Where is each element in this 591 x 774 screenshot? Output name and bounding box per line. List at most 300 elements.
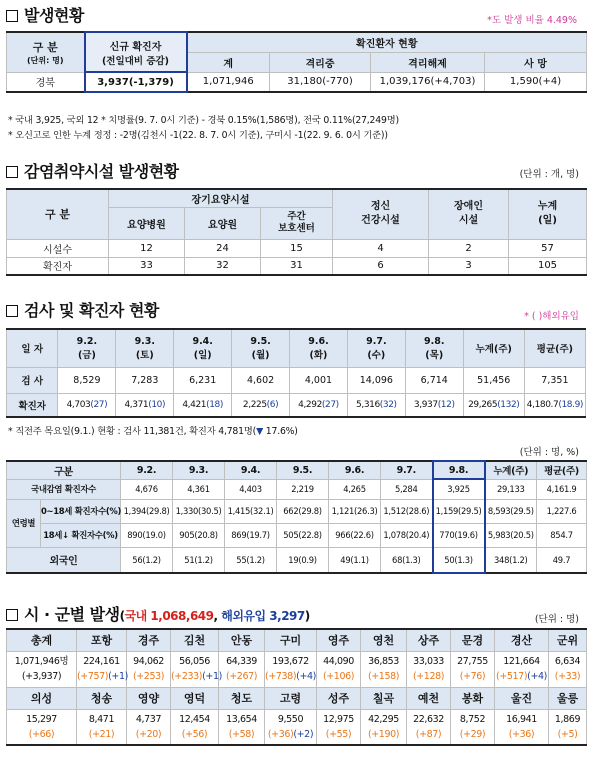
age-table-cell: 966(22.6): [329, 523, 381, 547]
city-value-cell: [265, 709, 317, 745]
city-delta: [495, 669, 548, 684]
city-value-cell: [127, 709, 171, 745]
city-delta-domestic: (+158): [367, 671, 400, 682]
city-total: 224,161: [83, 656, 120, 667]
city-name-cell: 칠곡: [361, 687, 407, 709]
outbreak-table: [6, 31, 587, 93]
city-delta-domestic: (+66): [28, 728, 55, 740]
city-delta-domestic: (+20): [135, 728, 162, 740]
section-title-text: 검사 및 확진자 현황: [24, 301, 159, 320]
city-name-cell: 총계: [7, 629, 77, 651]
overseas-value: (10): [148, 399, 166, 410]
date-label: 9.4.: [192, 335, 213, 347]
row-label-age-18-under: 18세↓ 확진자수(%): [41, 523, 121, 547]
age-table-cell: 50(1.3): [433, 547, 485, 573]
age-table-cell: 3,925: [433, 479, 485, 499]
section-title-text: 감염취약시설 발생현황: [24, 162, 179, 181]
city-value-cell: [77, 651, 127, 687]
city-total: 27,755: [457, 656, 488, 667]
city-value-cell: [495, 651, 549, 687]
city-delta-overseas: (+1): [108, 671, 128, 682]
age-table-cell: 19(0.9): [277, 547, 329, 573]
weekday-label: (금): [77, 349, 96, 361]
city-delta-domestic: (+3,937): [21, 671, 62, 682]
test-count-cell: 6,231: [174, 367, 232, 393]
triangle-down-icon: ▼: [256, 426, 264, 437]
city-total: 15,297: [26, 713, 57, 725]
city-delta-overseas: (+4): [527, 671, 547, 682]
weekday-label: (수): [367, 349, 386, 361]
city-delta: [407, 669, 450, 684]
overseas-value: (27): [321, 399, 339, 410]
confirmed-value: 4,180.7: [526, 399, 559, 410]
row-label-facilities: 시설수: [7, 239, 109, 257]
previous-week-note: * 직전주 목요일(9.1.) 현황 : 검사 11,381건, 확진자 4,781명(▼ 17.6%): [8, 426, 298, 437]
city-value-cell: [265, 651, 317, 687]
city-total: 56,056: [179, 656, 210, 667]
age-table-cell: 68(1.3): [381, 547, 433, 573]
overseas-value: (6): [266, 399, 279, 410]
city-total: 9,550: [277, 713, 304, 725]
section-title-tests: [6, 298, 159, 321]
city-delta: [317, 669, 360, 684]
city-delta: [361, 669, 406, 684]
header-date: 일 자: [7, 329, 58, 367]
weekday-label: (화): [309, 349, 328, 361]
cell-value: 2: [429, 239, 509, 257]
city-delta: [7, 727, 76, 742]
city-name-cell: 의성: [7, 687, 77, 709]
city-value-cell: [7, 651, 77, 687]
overseas-note: * ( )해외유입: [524, 311, 579, 322]
overseas-value: (132): [497, 399, 520, 410]
city-delta-overseas: (+2): [293, 728, 314, 740]
age-table-cell: 56(1.2): [121, 547, 173, 573]
header-isolated: 격리중: [270, 52, 371, 72]
city-delta-domestic: (+738): [265, 671, 297, 682]
confirmed-value: 2,225: [242, 399, 267, 410]
header-date-6: [405, 329, 463, 367]
city-delta: [549, 669, 586, 684]
city-unit: (단위 : 명): [534, 614, 579, 625]
header-date-0: 9.2.: [121, 461, 173, 479]
city-value-cell: [361, 651, 407, 687]
city-total: 42,295: [368, 713, 399, 725]
city-name-cell: 군위: [549, 629, 587, 651]
city-delta-domestic: (+128): [412, 671, 445, 682]
city-name-cell: 상주: [407, 629, 451, 651]
city-value-cell: [7, 709, 77, 745]
city-delta-domestic: (+76): [459, 671, 486, 682]
age-table-cell: 1,394(29.8): [121, 499, 173, 523]
test-count-cell: 51,456: [463, 367, 524, 393]
test-count-cell: 7,351: [524, 367, 585, 393]
confirmed-cell: [116, 393, 174, 417]
city-delta: [77, 727, 126, 742]
header-confirmed-status: 확진환자 현황: [187, 32, 587, 52]
header-day-care: 주간 보호센터: [261, 207, 333, 239]
city-delta-domestic: (+517): [496, 671, 528, 682]
city-delta: [495, 727, 548, 742]
cell-released: 1,039,176(+4,703): [371, 72, 485, 92]
date-label: 9.5.: [250, 335, 271, 347]
city-delta: [7, 669, 76, 684]
city-delta-domestic: (+58): [228, 728, 255, 740]
outbreak-note-1: * 국내 3,925, 국외 12 * 치명률(9. 7. 0시 기준) - 경북 0.15%(1,586명), 전국 0.11%(27,249명): [8, 115, 399, 126]
header-gubun: 구 분: [7, 189, 109, 239]
header-date-4: [290, 329, 348, 367]
city-delta-domestic: (+33): [554, 671, 581, 682]
city-name-cell: 울릉: [549, 687, 587, 709]
age-table-cell: 4,161.9: [537, 479, 587, 499]
age-table-cell: 869(19.7): [225, 523, 277, 547]
section-title-cities: [6, 602, 310, 625]
city-value-cell: [549, 709, 587, 745]
city-name-cell: 포항: [77, 629, 127, 651]
city-total: 8,471: [88, 713, 115, 725]
city-delta-domestic: (+29): [459, 728, 486, 740]
cell-new-cases: 3,937(-1,379): [85, 72, 187, 92]
cell-value: 24: [185, 239, 261, 257]
overseas-value: (32): [379, 399, 397, 410]
cell-isolated: 31,180(-770): [270, 72, 371, 92]
city-total: 1,071,946명: [14, 656, 69, 667]
header-date-2: 9.4.: [225, 461, 277, 479]
weekday-label: (일): [193, 349, 212, 361]
city-name-cell: 성주: [317, 687, 361, 709]
test-count-cell: 4,602: [232, 367, 290, 393]
test-count-cell: 6,714: [405, 367, 463, 393]
header-new-cases: 신규 확진자 (전일대비 증감): [85, 32, 187, 72]
confirmed-value: 4,371: [124, 399, 149, 410]
city-total: 6,634: [554, 656, 581, 667]
age-table-cell: 4,265: [329, 479, 381, 499]
city-total: 94,062: [133, 656, 164, 667]
city-value-cell: [317, 651, 361, 687]
age-table-cell: 1,512(28.6): [381, 499, 433, 523]
city-delta-domestic: (+757): [77, 671, 109, 682]
city-delta: [219, 727, 264, 742]
city-delta-domestic: (+36): [508, 728, 535, 740]
date-label: 9.7.: [366, 335, 387, 347]
cell-value: 3: [429, 257, 509, 275]
date-label: 9.6.: [308, 335, 329, 347]
header-date-5: [347, 329, 405, 367]
header-mental-health: 정신 건강시설: [333, 189, 429, 239]
header-average-week: 평균(주): [537, 461, 587, 479]
city-value-cell: [451, 651, 495, 687]
age-table: [6, 460, 587, 574]
header-date-0: [58, 329, 116, 367]
city-delta-domestic: (+36): [267, 728, 294, 740]
vulnerable-unit: (단위 : 개, 명): [519, 169, 579, 180]
cell-value: 31: [261, 257, 333, 275]
city-delta-domestic: (+56): [181, 728, 208, 740]
overseas-value: (27): [90, 399, 108, 410]
age-table-cell: 51(1.2): [173, 547, 225, 573]
cell-value: 12: [109, 239, 185, 257]
city-total: 22,632: [413, 713, 444, 725]
city-delta-overseas: (+1): [202, 671, 222, 682]
city-value-cell: [171, 651, 222, 687]
city-table: [6, 628, 587, 746]
section-title-text: 시 · 군별 발생: [24, 605, 120, 624]
city-delta: [549, 727, 586, 742]
row-label-foreigners: 외국인: [7, 547, 121, 573]
row-label-age-group: 연령별: [7, 499, 41, 547]
city-delta: [219, 669, 264, 684]
city-value-cell: [361, 709, 407, 745]
city-value-cell: [549, 651, 587, 687]
header-death: 사 망: [485, 52, 587, 72]
header-gubun: 구 분 (단위: 명): [7, 32, 85, 72]
age-table-cell: 49(1.1): [329, 547, 381, 573]
age-table-cell: 1,078(20.4): [381, 523, 433, 547]
cell-value: 57: [509, 239, 587, 257]
age-table-cell: 505(22.8): [277, 523, 329, 547]
city-value-cell: [77, 709, 127, 745]
confirmed-value: 4,703: [66, 399, 91, 410]
overseas-value: (18.9): [558, 399, 584, 410]
overseas-value: (18): [206, 399, 223, 410]
weekday-label: (목): [425, 349, 444, 361]
confirmed-cell: [524, 393, 585, 417]
city-total: 16,941: [506, 713, 537, 725]
section-title-vulnerable: [6, 159, 179, 182]
city-total: 4,737: [135, 713, 162, 725]
confirmed-cell: [290, 393, 348, 417]
confirmed-value: 3,937: [413, 399, 438, 410]
row-label-gyeongbuk: 경북: [7, 72, 85, 92]
confirmed-cell: [405, 393, 463, 417]
city-name-cell: 영천: [361, 629, 407, 651]
test-count-cell: 4,001: [290, 367, 348, 393]
age-table-cell: 905(20.8): [173, 523, 225, 547]
city-delta-domestic: (+5): [557, 728, 578, 740]
row-label-tests: 검 사: [7, 367, 58, 393]
city-delta-domestic: (+106): [322, 671, 355, 682]
age-table-cell: 1,159(29.5): [433, 499, 485, 523]
city-delta-domestic: (+190): [367, 728, 400, 740]
city-name-cell: 영덕: [171, 687, 219, 709]
confirmed-value: 5,316: [356, 399, 380, 410]
confirmed-cell: [347, 393, 405, 417]
age-table-cell: 4,676: [121, 479, 173, 499]
age-table-cell: 49.7: [537, 547, 587, 573]
city-total: 44,090: [323, 656, 354, 667]
confirmed-cell: [58, 393, 116, 417]
age-table-cell: 2,219: [277, 479, 329, 499]
section-title-outbreak: [6, 3, 84, 26]
age-table-cell: 1,415(32.1): [225, 499, 277, 523]
city-name-cell: 울진: [495, 687, 549, 709]
city-delta: [265, 669, 316, 684]
city-delta: [77, 669, 126, 684]
city-total: 64,339: [226, 656, 257, 667]
city-delta: [127, 669, 170, 684]
city-delta-domestic: (+233): [171, 671, 203, 682]
city-total: 8,752: [459, 713, 486, 725]
age-table-cell: 348(1.2): [485, 547, 537, 573]
city-total: 193,672: [272, 656, 309, 667]
city-value-cell: [317, 709, 361, 745]
vulnerable-table: [6, 188, 587, 276]
header-average-week: 평균(주): [524, 329, 585, 367]
city-delta-domestic: (+21): [88, 728, 115, 740]
checkbox-square-icon: [6, 305, 18, 317]
row-label-confirmed: 확진자: [7, 257, 109, 275]
age-table-cell: 1,121(26.3): [329, 499, 381, 523]
city-delta: [265, 727, 316, 742]
city-total: 12,454: [179, 713, 210, 725]
cell-value: 15: [261, 239, 333, 257]
checkbox-square-icon: [6, 166, 18, 178]
city-delta: [451, 669, 494, 684]
age-table-cell: 4,403: [225, 479, 277, 499]
city-delta: [361, 727, 406, 742]
city-total: 121,664: [503, 656, 540, 667]
cell-value: 32: [185, 257, 261, 275]
cell-value: 105: [509, 257, 587, 275]
header-date-3: [232, 329, 290, 367]
overseas-value: (12): [437, 399, 455, 410]
header-date-5: 9.7.: [381, 461, 433, 479]
header-cumulative-week: 누계(주): [463, 329, 524, 367]
city-total: 36,853: [368, 656, 399, 667]
city-name-cell: 청도: [219, 687, 265, 709]
city-name-cell: 영주: [317, 629, 361, 651]
city-total: 33,033: [413, 656, 444, 667]
city-total: 13,654: [226, 713, 257, 725]
age-table-unit: (단위 : 명, %): [519, 447, 579, 458]
city-delta: [171, 727, 218, 742]
city-name-cell: 안동: [219, 629, 265, 651]
cell-value: 4: [333, 239, 429, 257]
age-table-cell: 5,983(20.5): [485, 523, 537, 547]
city-delta-domestic: (+267): [225, 671, 258, 682]
confirmed-value: 4,421: [182, 399, 207, 410]
city-name-cell: 청송: [77, 687, 127, 709]
header-date-3: 9.5.: [277, 461, 329, 479]
city-delta: [317, 727, 360, 742]
section-title-text: 발생현황: [24, 6, 84, 25]
header-date-4: 9.6.: [329, 461, 381, 479]
city-value-cell: [219, 651, 265, 687]
city-total: 12,975: [323, 713, 354, 725]
city-name-cell: 경산: [495, 629, 549, 651]
city-delta-domestic: (+87): [415, 728, 442, 740]
age-table-cell: 1,330(30.5): [173, 499, 225, 523]
confirmed-value: 4,292: [298, 399, 322, 410]
city-delta-overseas: (+4): [296, 671, 316, 682]
city-value-cell: [407, 709, 451, 745]
header-released: 격리해제: [371, 52, 485, 72]
outbreak-ratio-note: *도 발생 비율 4.49%: [487, 15, 577, 26]
test-count-cell: 8,529: [58, 367, 116, 393]
city-value-cell: [219, 709, 265, 745]
confirmed-cell: [232, 393, 290, 417]
tests-table: [6, 328, 586, 418]
city-value-cell: [171, 709, 219, 745]
city-name-cell: 구미: [265, 629, 317, 651]
date-label: 9.2.: [76, 335, 98, 347]
weekday-label: (월): [251, 349, 270, 361]
age-table-cell: 55(1.2): [225, 547, 277, 573]
header-date-1: 9.3.: [173, 461, 225, 479]
confirmed-value: 29,265: [468, 399, 498, 410]
city-name-cell: 경주: [127, 629, 171, 651]
age-table-cell: 1,227.6: [537, 499, 587, 523]
age-table-cell: 29,133: [485, 479, 537, 499]
city-name-cell: 예천: [407, 687, 451, 709]
row-label-domestic: 국내감염 확진자수: [7, 479, 121, 499]
header-date-2: [174, 329, 232, 367]
city-delta-domestic: (+55): [325, 728, 352, 740]
cell-death: 1,590(+4): [485, 72, 587, 92]
checkbox-square-icon: [6, 10, 18, 22]
row-label-age-0-18: 0~18세 확진자수(%): [41, 499, 121, 523]
age-table-cell: 662(29.8): [277, 499, 329, 523]
header-date-1: [116, 329, 174, 367]
city-value-cell: [127, 651, 171, 687]
outbreak-note-2: * 오신고로 인한 누계 정정 : -2명(김천시 -1(22. 8. 7. 0시 기준), 구미시 -1(22. 9. 6. 0시 기준)): [8, 130, 388, 141]
header-date-6: 9.8.: [433, 461, 485, 479]
city-delta-domestic: (+253): [132, 671, 165, 682]
checkbox-square-icon: [6, 609, 18, 621]
city-name-cell: 김천: [171, 629, 219, 651]
city-delta: [451, 727, 494, 742]
header-disabled: 장애인 시설: [429, 189, 509, 239]
row-label-confirmed: 확진자: [7, 393, 58, 417]
header-gubun: 구분: [7, 461, 121, 479]
city-value-cell: [407, 651, 451, 687]
cell-value: 6: [333, 257, 429, 275]
header-nursing-hospital: 요양병원: [109, 207, 185, 239]
city-delta: [407, 727, 450, 742]
age-table-cell: 770(19.6): [433, 523, 485, 547]
city-name-cell: 문경: [451, 629, 495, 651]
age-table-cell: 5,284: [381, 479, 433, 499]
city-total: 1,869: [554, 713, 581, 725]
age-table-cell: 854.7: [537, 523, 587, 547]
confirmed-cell: [463, 393, 524, 417]
date-label: 9.3.: [134, 335, 156, 347]
city-delta: [127, 727, 170, 742]
city-delta: [171, 669, 222, 684]
header-total: 계: [187, 52, 270, 72]
cell-value: 33: [109, 257, 185, 275]
city-name-cell: 고령: [265, 687, 317, 709]
age-table-cell: 4,361: [173, 479, 225, 499]
weekday-label: (토): [135, 349, 154, 361]
city-value-cell: [495, 709, 549, 745]
city-subtitle: (국내 1,068,649, 해외유입 3,297): [119, 609, 310, 623]
age-table-cell: 8,593(29.5): [485, 499, 537, 523]
header-long-term-care: 장기요양시설: [109, 189, 333, 207]
date-label: 9.8.: [424, 335, 445, 347]
test-count-cell: 7,283: [116, 367, 174, 393]
cell-total: 1,071,946: [187, 72, 270, 92]
confirmed-cell: [174, 393, 232, 417]
city-name-cell: 영양: [127, 687, 171, 709]
age-table-cell: 890(19.0): [121, 523, 173, 547]
header-nursing-home: 요양원: [185, 207, 261, 239]
test-count-cell: 14,096: [347, 367, 405, 393]
city-name-cell: 봉화: [451, 687, 495, 709]
city-value-cell: [451, 709, 495, 745]
header-cumulative-week: 누계(주): [485, 461, 537, 479]
header-cumulative: 누계 (일): [509, 189, 587, 239]
